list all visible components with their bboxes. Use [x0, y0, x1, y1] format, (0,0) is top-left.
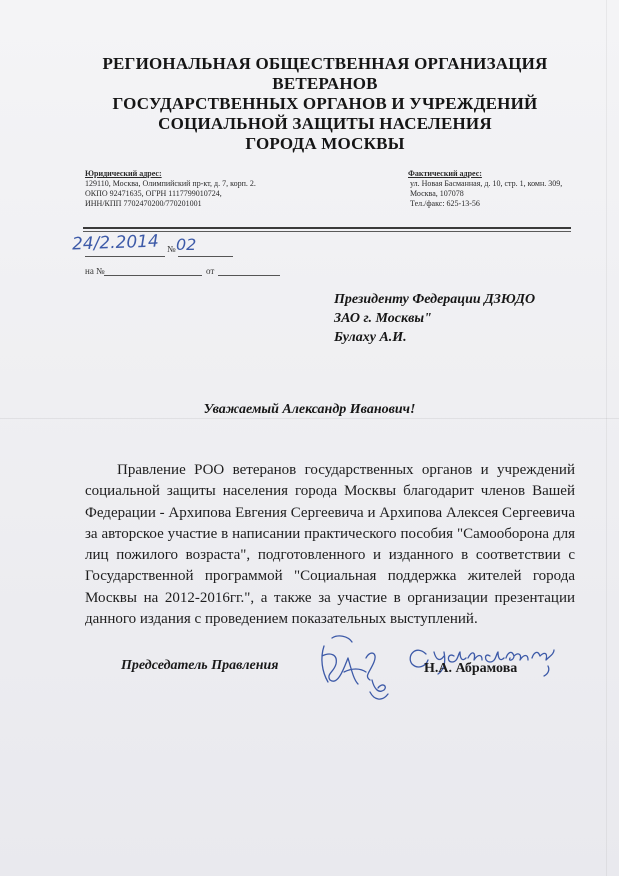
letterhead-divider-thick [83, 227, 571, 229]
reference-date-label: от [206, 266, 215, 276]
letterhead-line-1: РЕГИОНАЛЬНАЯ ОБЩЕСТВЕННАЯ ОРГАНИЗАЦИЯ [102, 54, 548, 73]
paper-fold-line [0, 418, 619, 419]
actual-address-block [408, 169, 562, 209]
recipient-line: Булаху А.И. [334, 330, 407, 345]
greeting: Уважаемый Александр Иванович! [203, 402, 416, 417]
letter-body [85, 460, 575, 630]
letterhead-line-5: ГОРОДА МОСКВЫ [245, 134, 405, 153]
body-line: Федерации - Архипова Евгения Сергеевича и Архипова Алексея Сергеевича [85, 504, 575, 521]
legal-address-line: ОКПО 92471635, ОГРН 1117799010724, [85, 189, 222, 198]
body-line: Правление РОО ветеранов государственных органов и учреждений [117, 462, 575, 478]
number-label: № [167, 244, 176, 254]
signatory-name: Н.А. Абрамова [424, 661, 518, 676]
legal-address-line: 129110, Москва, Олимпийский пр-кт, д. 7, корп. 2. [85, 179, 256, 188]
body-line: данного издания с проведением показательных выступлений. [85, 611, 478, 628]
reference-number-line [104, 275, 202, 276]
handwritten-number: 02 [176, 235, 197, 254]
handwritten-date: 24/2.2014 [71, 231, 160, 255]
signatory-title: Председатель Правления [121, 658, 279, 673]
body-line: Москвы на 2012-2016гг.", а также за участие в организации презентации [85, 589, 575, 606]
reference-date-line [218, 275, 280, 276]
actual-address-line: ул. Новая Басманная, д. 10, стр. 1, комн. 309, [410, 179, 563, 188]
letterhead-line-3: ГОСУДАРСТВЕННЫХ ОРГАНОВ И УЧРЕЖДЕНИЙ [112, 94, 538, 113]
reference-number-label: на № [85, 266, 105, 276]
body-line: социальной защиты населения города Москвы благодарит членов Вашей [85, 483, 575, 500]
legal-address-line: ИНН/КПП 7702470200/770201001 [85, 199, 202, 208]
actual-address-line: Тел./факс: 625-13-56 [410, 199, 480, 208]
date-underline [85, 256, 165, 257]
body-line: Государственной программой "Социальная поддержка жителей города [85, 568, 575, 585]
paper-edge-shadow [606, 0, 607, 876]
actual-address-line: Москва, 107078 [410, 189, 464, 198]
number-underline [178, 256, 233, 257]
legal-address-block [85, 169, 256, 209]
body-line: лиц пожилого возраста", подготовленного и изданного в соответствии с [85, 547, 575, 564]
recipient-line: Президенту Федерации ДЗЮДО [334, 292, 536, 307]
body-line: за авторское участие в написании практического пособия "Самооборона для [85, 525, 575, 542]
letterhead-line-4: СОЦИАЛЬНОЙ ЗАЩИТЫ НАСЕЛЕНИЯ [158, 114, 492, 133]
letterhead-line-2: ВЕТЕРАНОВ [272, 74, 378, 93]
recipient-block [334, 290, 535, 347]
actual-address-heading: Фактический адрес: [408, 169, 482, 178]
recipient-line: ЗАО г. Москвы" [334, 311, 432, 326]
legal-address-heading: Юридический адрес: [85, 169, 162, 178]
organization-letterhead [60, 54, 590, 154]
